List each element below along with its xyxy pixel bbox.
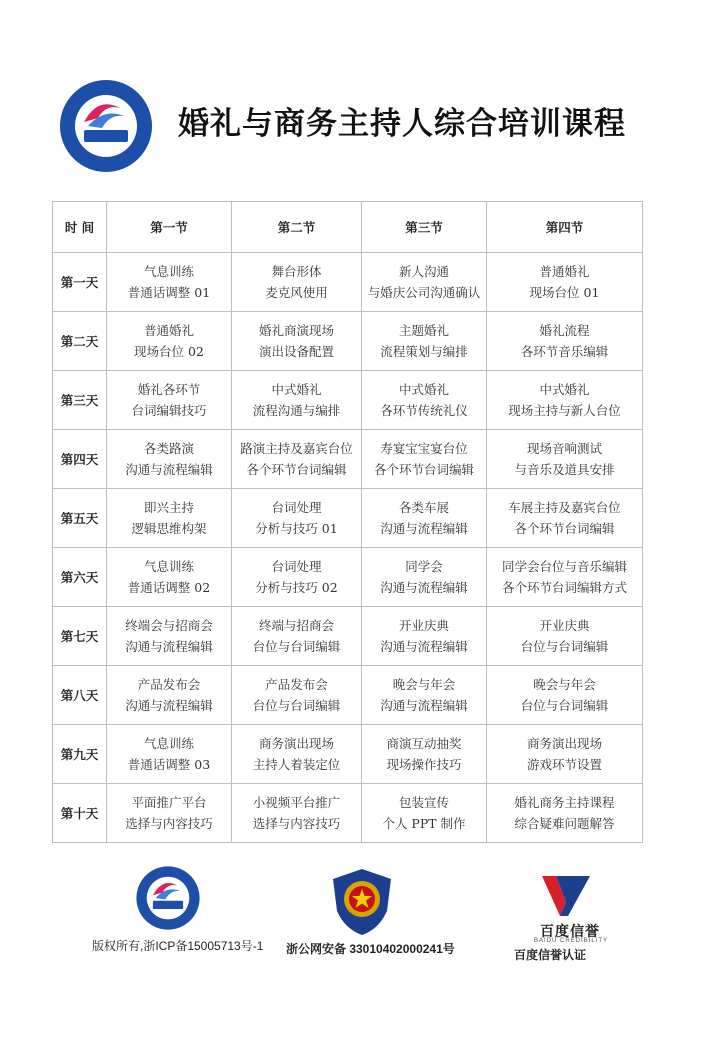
session-line: 台词处理 [271,559,322,574]
session-line: 终端会与招商会 [125,618,213,633]
session-line: 分析与技巧 02 [255,580,338,595]
session-line: 各环节传统礼仪 [380,403,468,418]
header-time: 时 间 [53,202,107,253]
header-session-1: 第一节 [107,202,232,253]
session-line: 沟通与流程编辑 [380,698,468,713]
session-cell [107,312,232,371]
session-line: 普通婚礼 [539,264,590,279]
session-line: 中式婚礼 [271,382,322,397]
session-line: 与婚庆公司沟通确认 [367,285,481,300]
session-line: 沟通与流程编辑 [380,580,468,595]
session-cell [232,371,362,430]
day-label: 第一天 [53,253,107,312]
session-cell [232,666,362,725]
session-cell [232,430,362,489]
day-label: 第三天 [53,371,107,430]
session-line: 各环节音乐编辑 [520,344,609,359]
session-cell [487,725,643,784]
session-line: 麦克风使用 [265,285,328,300]
session-line: 开业庆典 [539,618,590,633]
header-session-3: 第三节 [362,202,487,253]
session-line: 婚礼商务主持课程 [514,795,615,810]
day-label: 第九天 [53,725,107,784]
session-cell [362,489,487,548]
session-line: 普通话调整 03 [127,757,211,772]
session-cell [487,607,643,666]
session-line: 商演互动抽奖 [386,736,462,751]
session-line: 婚礼商演现场 [258,323,334,338]
session-line: 流程沟通与编排 [252,403,341,418]
session-line: 沟通与流程编辑 [380,521,468,536]
session-line: 各个环节台词编辑 [246,462,347,477]
session-line: 台位与台词编辑 [520,639,609,654]
session-line: 普通话调整 02 [127,580,211,595]
session-line: 普通婚礼 [143,323,194,338]
session-line: 晚会与年会 [392,677,456,692]
session-line: 普通话调整 01 [127,285,211,300]
session-line: 婚礼各环节 [137,382,201,397]
session-line: 开业庆典 [398,618,449,633]
session-cell [487,666,643,725]
table-row [53,371,643,430]
session-line: 路演主持及嘉宾台位 [240,441,353,456]
header-session-2: 第二节 [232,202,362,253]
police-record-text[interactable]: 浙公网安备 33010402000241号 [286,942,455,956]
session-cell [362,784,487,843]
session-line: 平面推广平台 [131,795,207,810]
session-cell [362,725,487,784]
session-line: 现场主持与新人台位 [508,403,621,418]
session-line: 台位与台词编辑 [252,698,341,713]
session-line: 主持人着装定位 [252,757,341,772]
session-cell [232,548,362,607]
session-cell [232,607,362,666]
session-line: 寿宴宝宝宴台位 [380,441,468,456]
session-cell [107,430,232,489]
day-label: 第七天 [53,607,107,666]
session-cell [487,430,643,489]
session-line: 同学会 [405,559,443,574]
session-line: 婚礼流程 [539,323,590,338]
session-line: 分析与技巧 01 [255,521,338,536]
session-cell [362,312,487,371]
baidu-credibility-icon [540,872,592,920]
session-cell [362,430,487,489]
session-line: 各类车展 [398,500,449,515]
session-line: 新人沟通 [398,264,449,279]
session-cell [487,784,643,843]
schedule-body [53,253,643,843]
day-label: 第八天 [53,666,107,725]
session-line: 台位与台词编辑 [520,698,609,713]
session-line: 商务演出现场 [526,736,602,751]
table-row [53,312,643,371]
table-header-row [53,202,643,253]
session-line: 主题婚礼 [398,323,449,338]
session-cell [232,253,362,312]
session-cell [232,725,362,784]
session-line: 逻辑思维构架 [131,521,207,536]
page-title: 婚礼与商务主持人综合培训课程 [178,106,626,142]
session-line: 各个环节台词编辑 [514,521,615,536]
footer-company-logo [135,865,201,931]
session-line: 包装宣传 [398,795,449,810]
copyright-text: 版权所有,浙ICP备15005713号-1 [92,939,264,953]
session-line: 现场台位 02 [134,344,204,359]
session-line: 小视频平台推广 [252,795,341,810]
baidu-logo-subtext: BAIDU CREDIBILITY [534,938,609,944]
session-line: 中式婚礼 [398,382,449,397]
day-label: 第五天 [53,489,107,548]
day-label: 第二天 [53,312,107,371]
session-cell [362,607,487,666]
session-line: 气息训练 [143,264,194,279]
session-cell [487,253,643,312]
session-cell [232,312,362,371]
session-line: 流程策划与编排 [380,344,468,359]
session-line: 各个环节台词编辑方式 [501,580,627,595]
table-row [53,548,643,607]
baidu-logo-text: 百度信誉 [540,923,600,939]
course-schedule-table [52,201,643,843]
session-line: 沟通与流程编辑 [125,462,213,477]
session-cell [107,548,232,607]
day-label: 第六天 [53,548,107,607]
session-line: 沟通与流程编辑 [125,698,213,713]
session-line: 现场台位 01 [529,285,600,300]
session-line: 产品发布会 [137,677,201,692]
session-line: 选择与内容技巧 [252,816,341,831]
session-cell [107,489,232,548]
session-cell [107,784,232,843]
day-label: 第十天 [53,784,107,843]
session-cell [107,253,232,312]
session-cell [362,371,487,430]
session-line: 气息训练 [143,559,194,574]
session-cell [107,607,232,666]
company-logo [58,78,154,174]
session-line: 台位与台词编辑 [252,639,341,654]
session-cell [487,548,643,607]
session-line: 各类路演 [143,441,194,456]
session-line: 气息训练 [143,736,194,751]
session-cell [362,253,487,312]
session-line: 综合疑难问题解答 [514,816,615,831]
session-line: 中式婚礼 [539,382,590,397]
table-row [53,430,643,489]
table-row [53,784,643,843]
session-cell [107,371,232,430]
session-cell [487,489,643,548]
session-line: 台词编辑技巧 [131,403,207,418]
session-cell [232,489,362,548]
session-line: 晚会与年会 [533,677,596,692]
session-cell [107,666,232,725]
session-cell [487,312,643,371]
table-row [53,607,643,666]
company-logo-graphic [58,78,154,174]
session-line: 个人 PPT 制作 [382,816,466,831]
session-line: 产品发布会 [265,677,328,692]
table-row [53,489,643,548]
session-line: 舞台形体 [271,264,322,279]
session-line: 现场操作技巧 [386,757,462,772]
day-label: 第四天 [53,430,107,489]
session-line: 沟通与流程编辑 [380,639,468,654]
session-cell [232,784,362,843]
session-cell [487,371,643,430]
session-line: 与音乐及道具安排 [514,462,615,477]
footer-company-logo-graphic [135,865,201,931]
session-line: 演出设备配置 [258,344,334,359]
session-cell [362,666,487,725]
session-line: 现场音响测试 [526,441,602,456]
session-line: 选择与内容技巧 [125,816,213,831]
table-row [53,666,643,725]
session-line: 车展主持及嘉宾台位 [508,500,621,515]
session-cell [107,725,232,784]
session-line: 游戏环节设置 [526,757,602,772]
session-line: 台词处理 [271,500,322,515]
session-cell [362,548,487,607]
session-line: 同学会台位与音乐编辑 [501,559,627,574]
session-line: 沟通与流程编辑 [125,639,213,654]
table-row [53,725,643,784]
header-session-4: 第四节 [487,202,643,253]
session-line: 各个环节台词编辑 [373,462,474,477]
table-row [53,253,643,312]
session-line: 商务演出现场 [258,736,334,751]
police-emblem-icon [329,867,395,937]
baidu-cert-text[interactable]: 百度信誉认证 [514,948,587,962]
session-line: 即兴主持 [143,500,194,515]
session-line: 终端与招商会 [258,618,334,633]
